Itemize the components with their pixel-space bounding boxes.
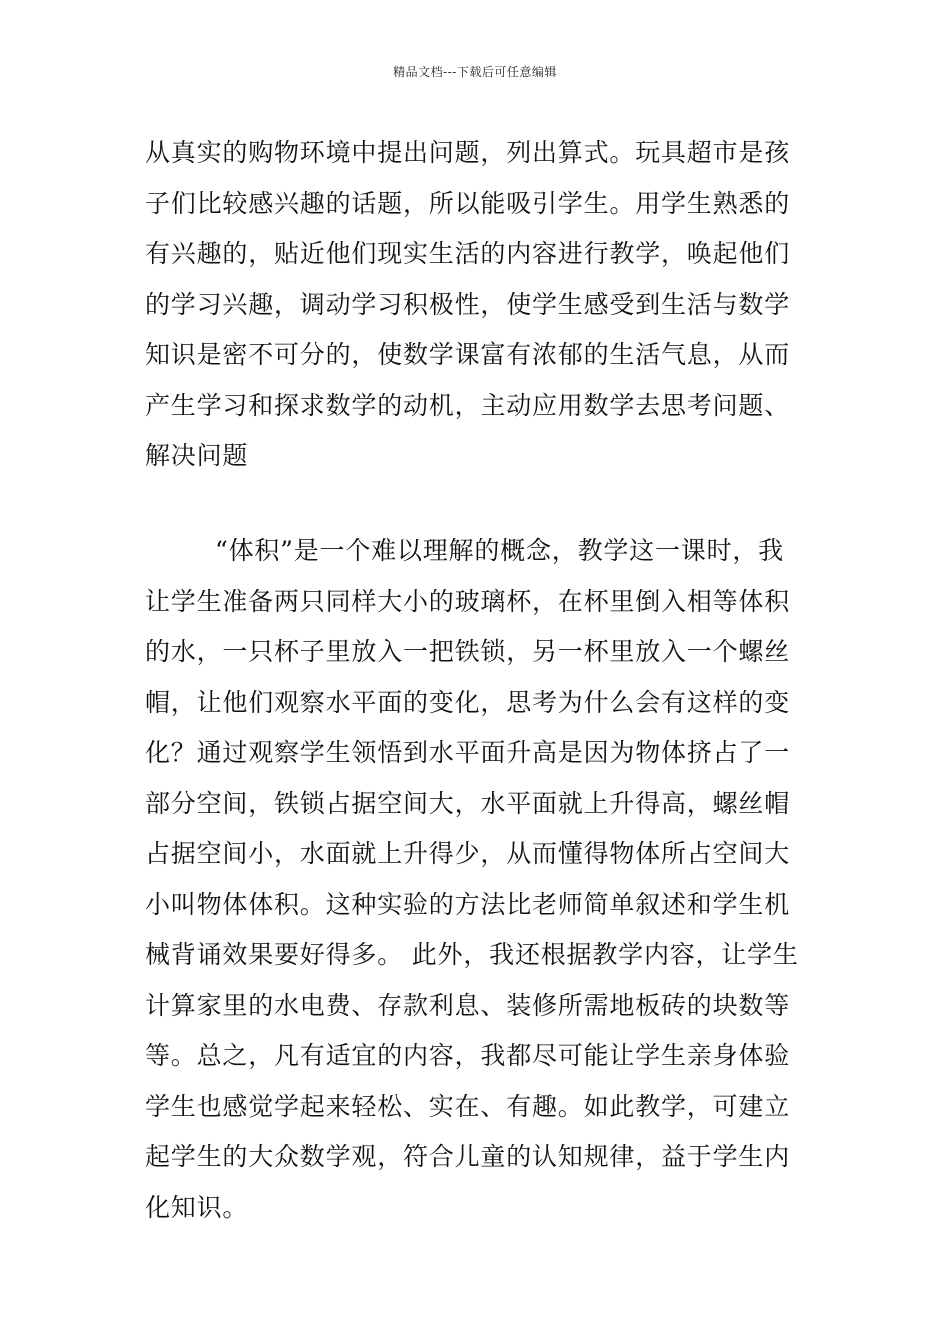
text-line: 械背诵效果要好得多。 此外，我还根据教学内容，让学生 — [145, 940, 799, 969]
text-line: 占据空间小，水面就上升得少，从而懂得物体所占空间大 — [145, 839, 791, 868]
text-line: 的学习兴趣，调动学习积极性，使学生感受到生活与数学 — [145, 289, 791, 319]
paragraph-2 — [145, 526, 807, 1233]
text-line: 等。总之，凡有适宜的内容，我都尽可能让学生亲身体验 — [145, 1041, 791, 1070]
text-line: 产生学习和探求数学的动机，主动应用数学去思考问题、 — [145, 390, 791, 420]
paragraph-1 — [145, 128, 807, 482]
text-line: 子们比较感兴趣的话题，所以能吸引学生。用学生熟悉的 — [145, 188, 791, 218]
text-line: “体积”是一个难以理解的概念，教学这一课时，我 — [215, 536, 784, 565]
text-line: 的水，一只杯子里放入一把铁锁，另一杯里放入一个螺丝 — [145, 637, 791, 666]
text-line: 解决问题 — [145, 441, 249, 470]
page-header: 精品文档---下载后可任意编辑 — [393, 65, 557, 79]
text-line: 让学生准备两只同样大小的玻璃杯，在杯里倒入相等体积 — [145, 586, 791, 616]
text-line: 化？通过观察学生领悟到水平面升高是因为物体挤占了一 — [145, 738, 791, 767]
text-line: 有兴趣的，贴近他们现实生活的内容进行教学，唤起他们 — [145, 239, 791, 268]
text-line: 帽，让他们观察水平面的变化，思考为什么会有这样的变 — [145, 687, 791, 717]
text-line: 知识是密不可分的，使数学课富有浓郁的生活气息，从而 — [145, 340, 791, 369]
text-line: 小叫物体体积。这种实验的方法比老师简单叙述和学生机 — [145, 889, 791, 919]
text-line: 计算家里的水电费、存款利息、装修所需地板砖的块数等 — [145, 990, 791, 1020]
text-line: 化知识。 — [145, 1192, 249, 1222]
text-line: 部分空间，铁锁占据空间大，水平面就上升得高，螺丝帽 — [145, 788, 791, 818]
text-line: 起学生的大众数学观，符合儿童的认知规律，益于学生内 — [145, 1142, 791, 1171]
text-line: 学生也感觉学起来轻松、实在、有趣。如此教学，可建立 — [145, 1091, 791, 1121]
text-line: 从真实的购物环境中提出问题，列出算式。玩具超市是孩 — [145, 138, 791, 167]
